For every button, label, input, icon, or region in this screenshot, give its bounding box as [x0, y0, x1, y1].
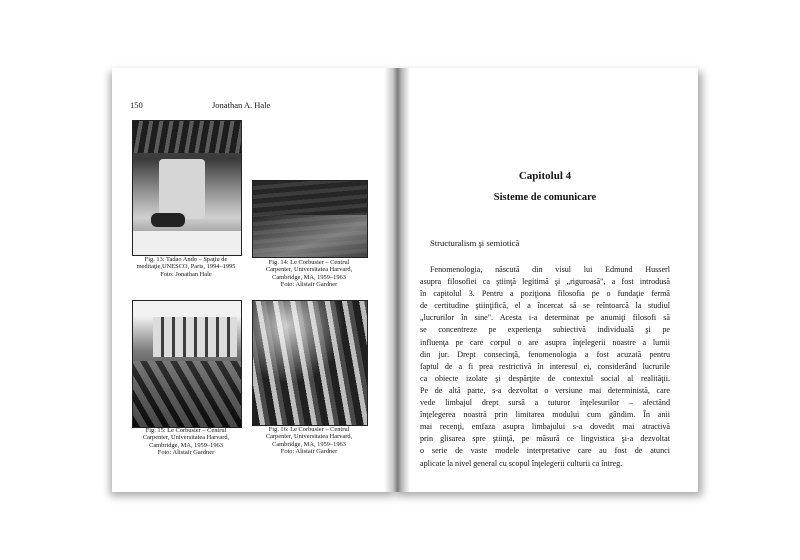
figure-15-caption — [130, 427, 242, 456]
body-line: „lucrurilor în sine". Acesta i-a determinat pe anumiţi filosofi să — [420, 313, 670, 323]
caption-line: Fig. 16: Le Corbusier – Centrul — [268, 426, 350, 433]
figure-16-photo — [252, 300, 368, 426]
body-line: Fenomenologia, născută din visul lui Edmund Husserl — [430, 265, 670, 274]
left-page — [112, 68, 396, 492]
figure-16-caption — [252, 426, 366, 455]
body-line: înţelegerea noastră prin limitarea modului cum gândim. În anii — [420, 410, 670, 420]
caption-line: Fig. 13: Tadao Ando – Spaţiu de — [144, 256, 228, 263]
body-line: faptul de a fi prea restrictivă în interesul ei, considerând lucrurile — [420, 361, 670, 371]
caption-line: Foto: Alistair Gardner — [280, 280, 338, 288]
body-line: influenţa pe care corpul o are asupra înţelegerii noastre a lumii — [420, 337, 670, 347]
body-line: în capitolul 3. Pentru a poziţiona filosofia pe o fundaţie fermă — [420, 289, 670, 299]
body-line: aplicate la nivel general cu scopul înţelegerii culturii ca întreg. — [420, 458, 623, 468]
caption-line: Foto: Alistair Gardner — [280, 447, 338, 455]
body-line: mai recenţi, emfaza asupra limbajului s-a dovedit mai atractivă — [420, 422, 670, 432]
caption-line: Foto: Alistair Gardner — [157, 448, 215, 456]
caption-line: Fig. 15: Le Corbusier – Centrul — [145, 427, 227, 434]
body-text — [420, 264, 670, 470]
body-line: din jur. Drept consecinţă, fenomenologia a fost acuzată pentru — [420, 349, 670, 359]
figure-15-photo — [132, 300, 242, 428]
caption-line: Carpenter, Universitatea Harvard, — [265, 266, 353, 274]
right-page — [392, 68, 698, 492]
body-line: Pe de altă parte, s-a dezvoltat o versiune mai deterministă, care — [420, 385, 670, 395]
caption-line: Foto: Jonathan Hale — [160, 270, 212, 278]
caption-line: Cambridge, MA, 1959–1963 — [149, 441, 223, 449]
page-number: 150 — [130, 100, 143, 110]
figure-13-photo — [132, 120, 242, 256]
body-line: vede limbajul drept sursă a tuturor înţelesurilor – afectând — [420, 398, 670, 408]
figure-14-caption — [252, 259, 366, 288]
body-line: se concentreze pe experienţa subiectivă individuală şi pe — [420, 325, 670, 335]
body-line: asupra filosofiei ca ştiinţă legitimă şi „riguroasă", a fost introdusă — [420, 277, 670, 287]
caption-line: Carpenter, Universitatea Harvard, — [142, 434, 230, 442]
caption-line: meditaţie,UNESCO, Paris, 1994–1995 — [136, 263, 236, 271]
caption-line: Fig. 14: Le Corbusier – Centrul — [268, 259, 350, 266]
body-line: prin glisarea spre ştiinţă, pe măsură ce lingvistica şi-a dezvoltat — [420, 434, 670, 444]
body-line: de certitudine ştiinţifică, el a încercat să se reîntoarcă la studiul — [420, 301, 670, 311]
book-gutter — [384, 68, 410, 492]
caption-line: Carpenter, Universitatea Harvard, — [265, 433, 353, 441]
caption-line: Cambridge, MA, 1959–1963 — [272, 273, 346, 281]
figure-14-photo — [252, 180, 368, 258]
running-head: Jonathan A. Hale — [212, 100, 271, 110]
figure-13-caption — [130, 256, 242, 278]
chapter-title: Capitolul 4 — [518, 170, 572, 182]
body-line: o serie de vaste modele interpretative care au fost de atunci — [420, 446, 670, 456]
caption-line: Cambridge, MA, 1959–1963 — [272, 440, 346, 448]
chapter-subtitle: Sisteme de comunicare — [493, 192, 597, 203]
body-line: ca obiecte izolate şi despărţite de contextul social al realităţii. — [420, 373, 670, 383]
section-heading: Structuralism şi semiotică — [430, 238, 520, 248]
